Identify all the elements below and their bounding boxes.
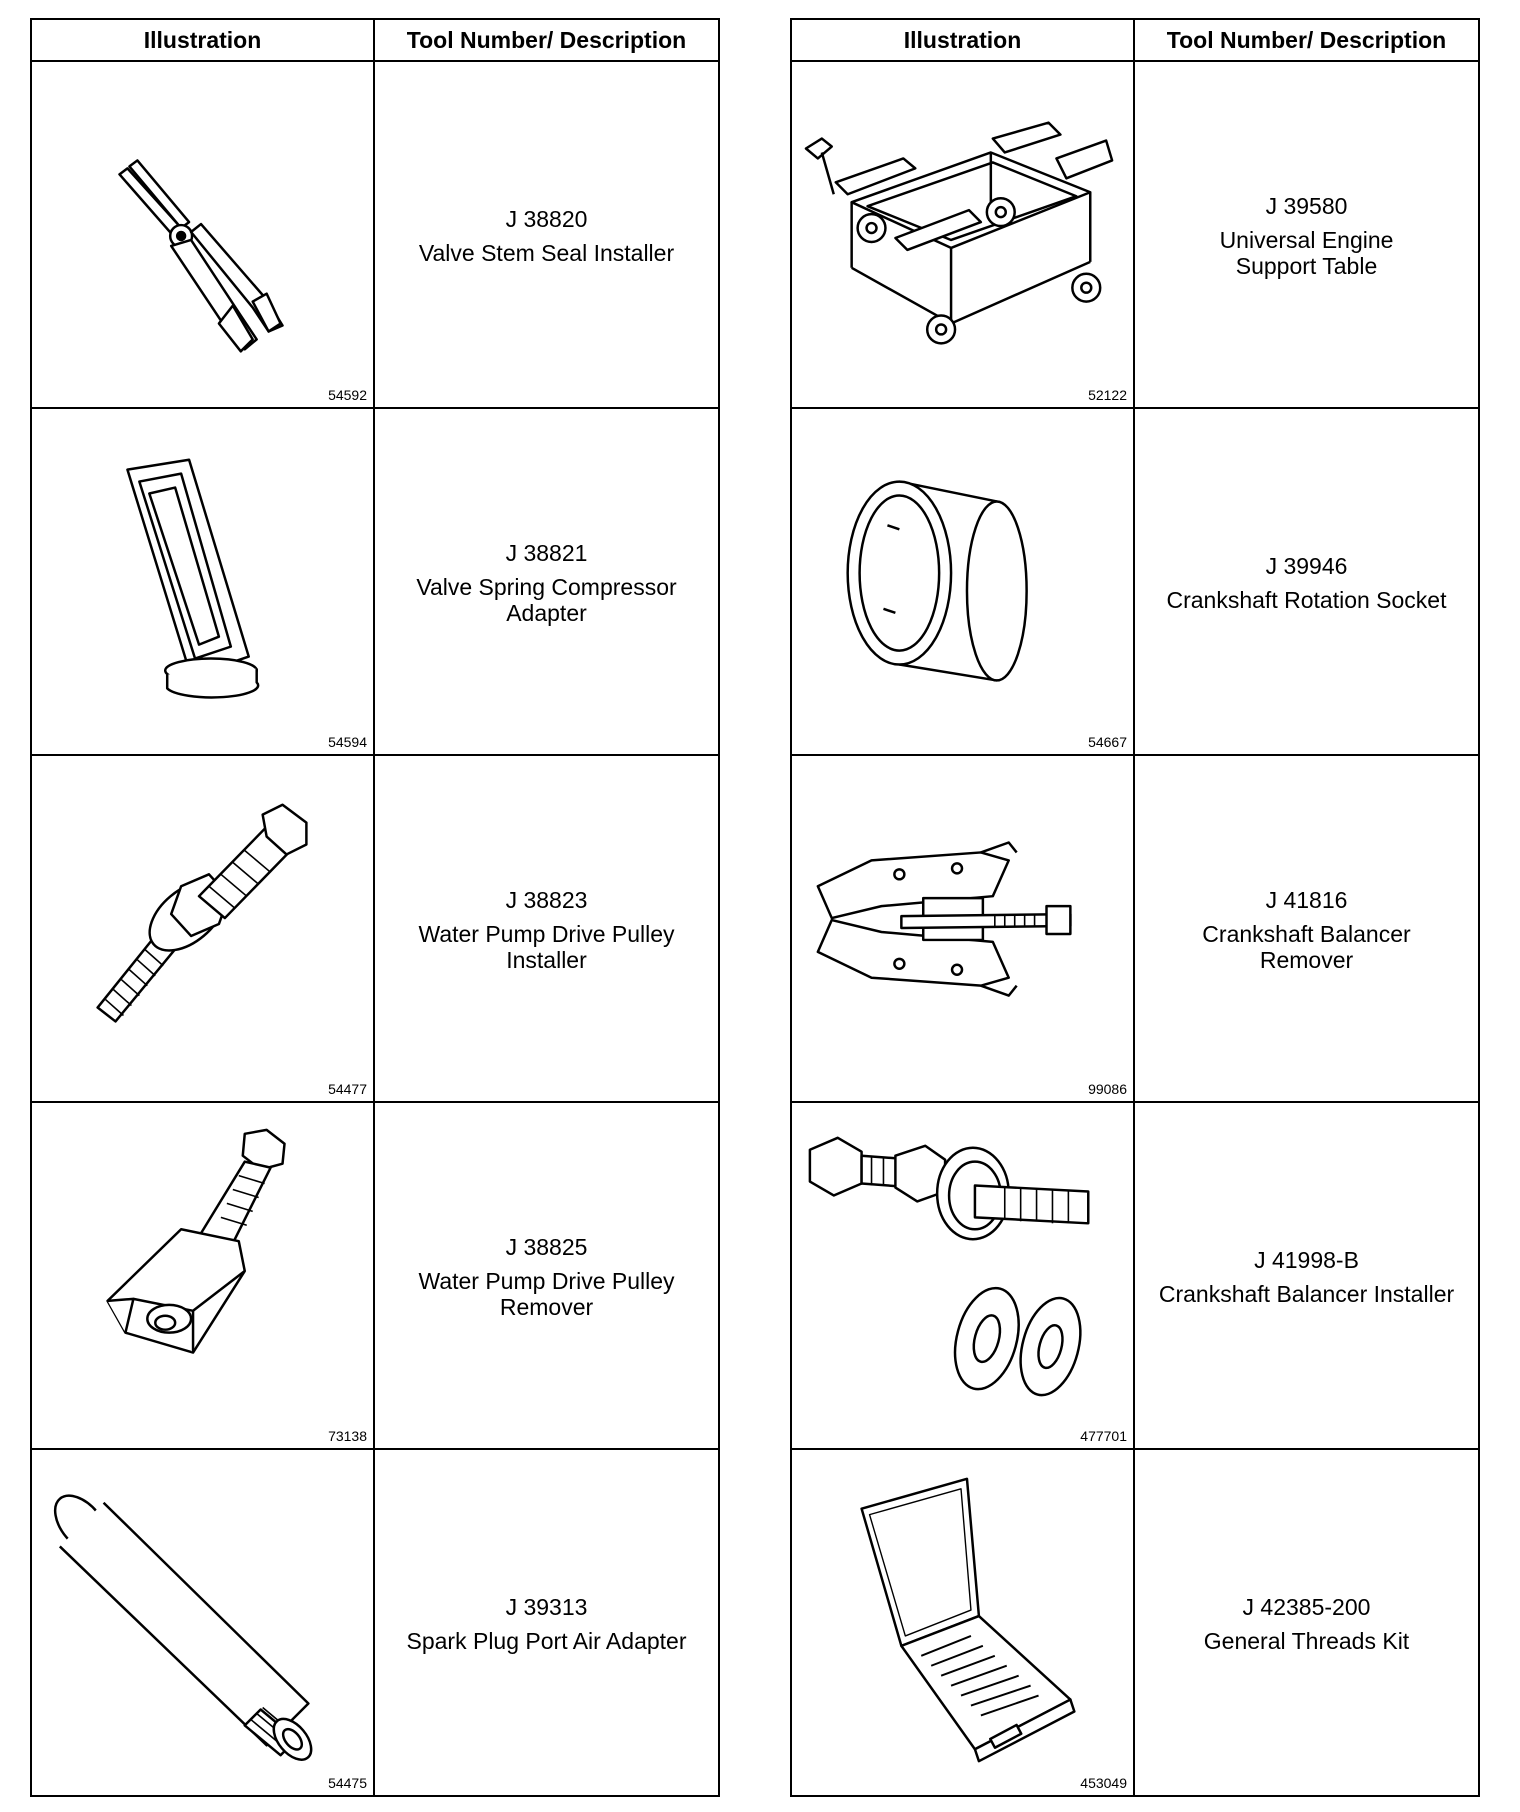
remover-icon bbox=[32, 1103, 373, 1448]
illustration-cell bbox=[31, 755, 374, 1102]
tool-number: J 42385-200 bbox=[1242, 1593, 1371, 1620]
tool-number: J 39580 bbox=[1265, 192, 1348, 219]
figure-number: 73138 bbox=[328, 1428, 367, 1444]
balancer-installer-icon bbox=[792, 1103, 1133, 1448]
tool-description: Valve Stem Seal Installer bbox=[418, 239, 675, 266]
tool-description: Water Pump Drive Pulley Installer bbox=[418, 920, 675, 973]
header-row bbox=[31, 19, 719, 61]
air-adapter-icon bbox=[32, 1450, 373, 1795]
tool-row bbox=[791, 61, 1479, 408]
tool-description: General Threads Kit bbox=[1203, 1627, 1410, 1654]
description-cell bbox=[374, 1449, 719, 1796]
description-cell bbox=[374, 1102, 719, 1449]
figure-number: 54594 bbox=[328, 734, 367, 750]
tool-table-left bbox=[30, 18, 720, 1797]
description-cell bbox=[1134, 408, 1479, 755]
socket-icon bbox=[792, 409, 1133, 754]
figure-number: 54667 bbox=[1088, 734, 1127, 750]
description-header: Tool Number/ Description bbox=[1134, 19, 1479, 61]
tool-description: Crankshaft Rotation Socket bbox=[1166, 586, 1447, 613]
description-cell bbox=[1134, 1102, 1479, 1449]
tool-row bbox=[791, 755, 1479, 1102]
illustration-cell bbox=[791, 1102, 1134, 1449]
tool-description: Crankshaft Balancer Remover bbox=[1202, 920, 1411, 973]
figure-number: 54592 bbox=[328, 387, 367, 403]
tool-description: Universal Engine Support Table bbox=[1219, 226, 1394, 279]
tool-number: J 38823 bbox=[505, 886, 588, 913]
illustration-cell bbox=[791, 408, 1134, 755]
description-cell bbox=[1134, 755, 1479, 1102]
tool-number: J 41816 bbox=[1265, 886, 1348, 913]
tool-description: Water Pump Drive Pulley Remover bbox=[418, 1267, 675, 1320]
illustration-header: Illustration bbox=[791, 19, 1134, 61]
illustration-cell bbox=[791, 61, 1134, 408]
tool-number: J 38820 bbox=[505, 205, 588, 232]
illustration-cell bbox=[31, 61, 374, 408]
illustration-cell bbox=[31, 408, 374, 755]
figure-number: 52122 bbox=[1088, 387, 1127, 403]
tool-row bbox=[31, 755, 719, 1102]
tool-row bbox=[31, 1449, 719, 1796]
illustration-header: Illustration bbox=[31, 19, 374, 61]
figure-number: 99086 bbox=[1088, 1081, 1127, 1097]
figure-number: 54475 bbox=[328, 1775, 367, 1791]
figure-number: 54477 bbox=[328, 1081, 367, 1097]
tool-row bbox=[791, 1449, 1479, 1796]
figure-number: 453049 bbox=[1080, 1775, 1127, 1791]
tool-number: J 39946 bbox=[1265, 552, 1348, 579]
illustration-cell bbox=[31, 1102, 374, 1449]
figure-number: 477701 bbox=[1080, 1428, 1127, 1444]
tool-table-right bbox=[790, 18, 1480, 1797]
tool-row bbox=[791, 408, 1479, 755]
description-cell bbox=[374, 755, 719, 1102]
tool-description: Valve Spring Compressor Adapter bbox=[416, 573, 677, 626]
pliers-icon bbox=[32, 62, 373, 407]
tool-number: J 38825 bbox=[505, 1233, 588, 1260]
tool-number: J 41998-B bbox=[1254, 1246, 1359, 1273]
threads-kit-icon bbox=[792, 1450, 1133, 1795]
illustration-cell bbox=[791, 1449, 1134, 1796]
description-header: Tool Number/ Description bbox=[374, 19, 719, 61]
illustration-cell bbox=[31, 1449, 374, 1796]
tool-number: J 38821 bbox=[505, 539, 588, 566]
adapter-icon bbox=[32, 409, 373, 754]
engine-table-icon bbox=[792, 62, 1133, 407]
tool-row bbox=[31, 1102, 719, 1449]
tool-description: Spark Plug Port Air Adapter bbox=[406, 1627, 687, 1654]
tool-row bbox=[31, 408, 719, 755]
puller-icon bbox=[792, 756, 1133, 1101]
tool-row bbox=[791, 1102, 1479, 1449]
header-row bbox=[791, 19, 1479, 61]
tool-row bbox=[31, 61, 719, 408]
tool-number: J 39313 bbox=[505, 1593, 588, 1620]
illustration-cell bbox=[791, 755, 1134, 1102]
description-cell bbox=[374, 61, 719, 408]
description-cell bbox=[1134, 61, 1479, 408]
installer-bolt-icon bbox=[32, 756, 373, 1101]
description-cell bbox=[374, 408, 719, 755]
tool-description: Crankshaft Balancer Installer bbox=[1158, 1280, 1455, 1307]
description-cell bbox=[1134, 1449, 1479, 1796]
